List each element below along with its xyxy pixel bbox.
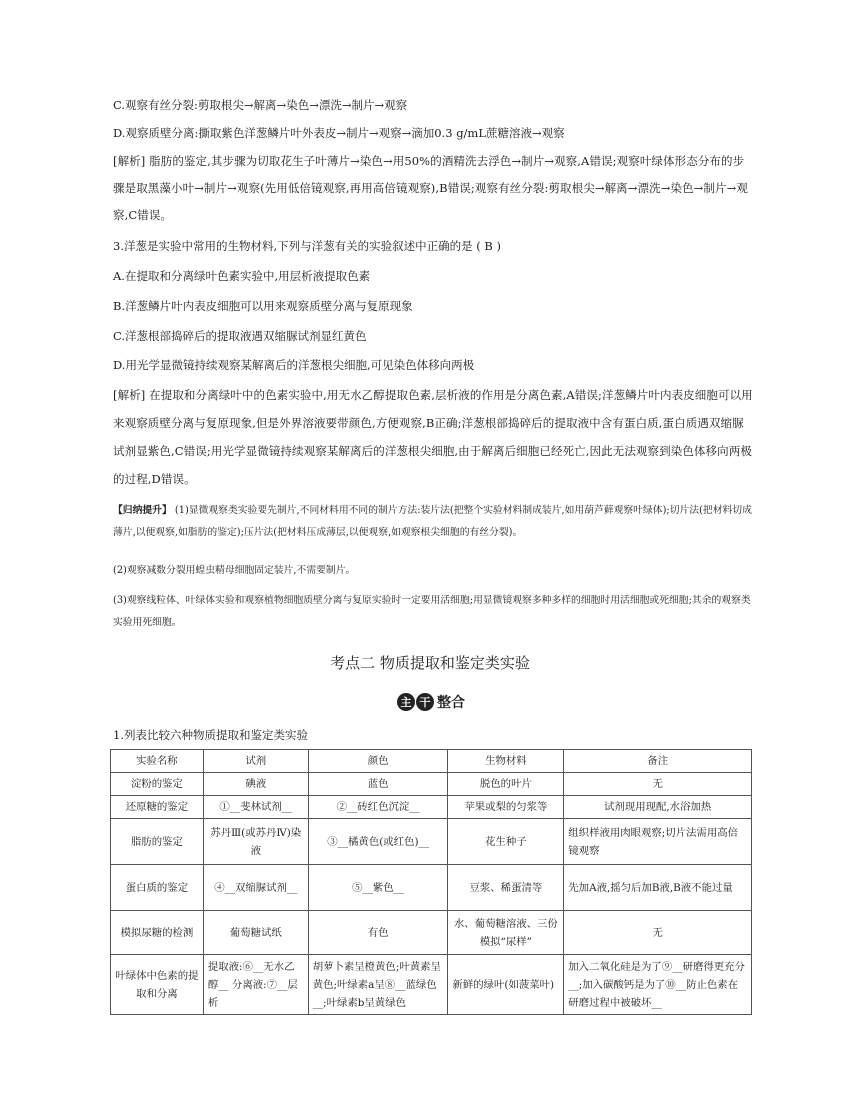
- section-title: 考点二 物质提取和鉴定类实验: [330, 654, 530, 672]
- table-cell: 新鲜的绿叶(如菠菜叶): [448, 955, 564, 1015]
- table-cell: 无: [564, 773, 752, 796]
- q3-option-a: A.在提取和分离绿叶色素实验中,用层析液提取色素: [113, 269, 371, 283]
- badge-char-2: 干: [416, 693, 434, 711]
- section-badge: [397, 692, 465, 712]
- q3-option-c: C.洋葱根部捣碎后的提取液遇双缩脲试剂显红黄色: [113, 329, 367, 343]
- table-cell: ①__斐林试剂__: [203, 796, 308, 819]
- table-cell: ⑤__紫色__: [308, 865, 448, 911]
- table-cell: 无: [564, 911, 752, 955]
- table-header-row: [111, 750, 752, 773]
- q3-option-d: D.用光学显微镜持续观察某解离后的洋葱根尖细胞,可见染色体移向两极: [113, 358, 475, 372]
- table-title: 1.列表比较六种物质提取和鉴定类实验: [113, 728, 308, 742]
- table-cell: 先加A液,摇匀后加B液,B液不能过量: [564, 865, 752, 911]
- table-cell: 脱色的叶片: [448, 773, 564, 796]
- header-cell: 实验名称: [111, 750, 204, 773]
- analysis-paragraph-1: [解析] 脂肪的鉴定,其步骤为切取花生子叶薄片→染色→用50%的酒精洗去浮色→制片→观察,A错误;观察叶绿体形态分布的步骤是取黑藻小叶→制片→观察(先用低倍镜观察,再用高倍镜观察),B错误;观察有丝分裂:剪取根尖→解离→漂洗→染色→制片→观察,C错误。: [113, 154, 748, 222]
- table-row: [111, 955, 752, 1015]
- table-cell: 试剂现用现配,水浴加热: [564, 796, 752, 819]
- table-cell: 脂肪的鉴定: [111, 819, 204, 865]
- question-3: 3.洋葱是实验中常用的生物材料,下列与洋葱有关的实验叙述中正确的是 ( B ): [113, 239, 502, 253]
- table-row: [111, 773, 752, 796]
- option-d: D.观察质壁分离:撕取紫色洋葱鳞片叶外表皮→制片→观察→滴加0.3 g/mL蔗糖溶液→观察: [113, 126, 565, 140]
- summary-paragraph-1: [113, 500, 753, 544]
- table-cell: 叶绿体中色素的提取和分离: [111, 955, 204, 1015]
- q3-option-b: B.洋葱鳞片叶内表皮细胞可以用来观察质壁分离与复原现象: [113, 299, 413, 313]
- table-cell: 淀粉的鉴定: [111, 773, 204, 796]
- summary-paragraph-2: (2)观察减数分裂用蝗虫精母细胞固定装片,不需要制片。: [113, 565, 356, 576]
- table-cell: 模拟尿糖的检测: [111, 911, 204, 955]
- option-c: C.观察有丝分裂:剪取根尖→解离→染色→漂洗→制片→观察: [113, 98, 408, 112]
- table-cell: 苏丹Ⅲ(或苏丹Ⅳ)染液: [203, 819, 308, 865]
- table-cell: 还原糖的鉴定: [111, 796, 204, 819]
- table-cell: 水、葡萄糖溶液、三份模拟“尿样”: [448, 911, 564, 955]
- header-cell: 颜色: [308, 750, 448, 773]
- table-cell: 胡萝卜素呈橙黄色;叶黄素呈黄色;叶绿素a呈⑧__蓝绿色__;叶绿素b呈黄绿色: [308, 955, 448, 1015]
- table-cell: ④__双缩脲试剂__: [203, 865, 308, 911]
- comparison-table: [110, 749, 752, 1015]
- table-cell: 葡萄糖试纸: [203, 911, 308, 955]
- header-cell: 备注: [564, 750, 752, 773]
- table-cell: 花生种子: [448, 819, 564, 865]
- table-row: [111, 796, 752, 819]
- table-cell: 组织样液用肉眼观察;切片法需用高倍镜观察: [564, 819, 752, 865]
- header-cell: 试剂: [203, 750, 308, 773]
- table-row: [111, 819, 752, 865]
- summary-text-1: (1)显微观察类实验要先制片,不同材料用不同的制片方法:装片法(把整个实验材料制成装片,如用葫芦藓观察叶绿体);切片法(把材料切成薄片,以便观察,如脂肪的鉴定);压片法(把材料压成薄层,以便观察,如观察根尖细胞的有丝分裂)。: [113, 505, 752, 538]
- header-cell: 生物材料: [448, 750, 564, 773]
- table-cell: 加入二氧化硅是为了⑨__研磨得更充分__;加入碳酸钙是为了⑩__防止色素在研磨过程中被破坏__: [564, 955, 752, 1015]
- analysis-paragraph-2: [解析] 在提取和分离绿叶中的色素实验中,用无水乙醇提取色素,层析液的作用是分离色素,A错误;洋葱鳞片叶内表皮细胞可以用来观察质壁分离与复原现象,但是外界溶液要带颜色,方便观察,B正确;洋葱根部捣碎后的提取液中含有蛋白质,蛋白质遇双缩脲试剂显紫色,C错误;用光学显微镜持续观察某解离后的洋葱根尖细胞,由于解离后细胞已经死亡,因此无法观察到染色体移向两极的过程,D错误。: [113, 388, 753, 486]
- table-cell: ②__砖红色沉淀__: [308, 796, 448, 819]
- badge-char-1: 主: [397, 693, 415, 711]
- table-cell: 苹果或梨的匀浆等: [448, 796, 564, 819]
- table-cell: ③__橘黄色(或红色)__: [308, 819, 448, 865]
- table-row: [111, 911, 752, 955]
- table-cell: 碘液: [203, 773, 308, 796]
- table-cell: 提取液:⑥__无水乙醇__ 分离液:⑦__层析: [203, 955, 308, 1015]
- table-cell: 蛋白质的鉴定: [111, 865, 204, 911]
- table-cell: 蓝色: [308, 773, 448, 796]
- table-cell: 有色: [308, 911, 448, 955]
- summary-paragraph-3: (3)观察线粒体、叶绿体实验和观察植物细胞质壁分离与复原实验时一定要用活细胞;用显微镜观察多种多样的细胞时用活细胞或死细胞;其余的观察类实验用死细胞。: [113, 595, 751, 628]
- table-cell: 豆浆、稀蛋清等: [448, 865, 564, 911]
- badge-text: 整合: [437, 695, 465, 711]
- summary-tag: 【归纳提升】: [113, 505, 172, 516]
- table-row: [111, 865, 752, 911]
